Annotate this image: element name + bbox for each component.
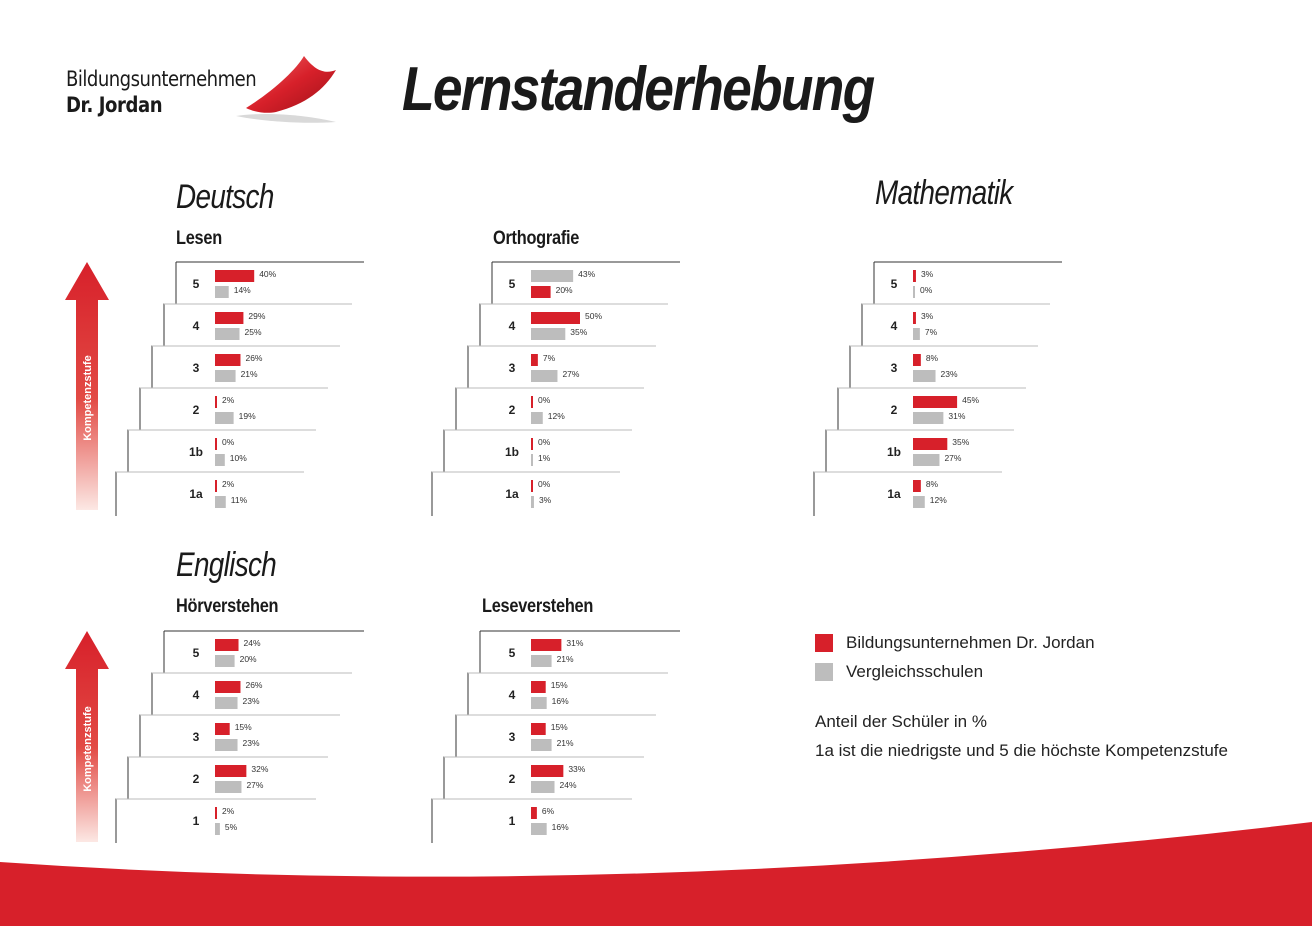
- chart-title-hoerverstehen: Hörverstehen: [176, 596, 279, 617]
- data-label: 7%: [542, 353, 556, 363]
- bar-primary: [913, 396, 957, 408]
- bar-comparison: [531, 454, 533, 466]
- bar-comparison: [913, 328, 920, 340]
- bar-comparison: [531, 823, 547, 835]
- data-label: 8%: [925, 353, 939, 363]
- bar-comparison: [215, 412, 234, 424]
- data-label: 20%: [239, 654, 257, 664]
- bar-primary: [215, 639, 239, 651]
- data-label: 15%: [234, 722, 252, 732]
- category-label: 1: [508, 814, 516, 828]
- bar-comparison: [531, 697, 547, 709]
- data-label: 0%: [538, 479, 551, 489]
- legend-label-primary: Bildungsunternehmen Dr. Jordan: [846, 632, 1095, 652]
- chart-title-lesen: Lesen: [176, 228, 222, 249]
- bar-comparison: [913, 370, 936, 382]
- stair-outline: [116, 631, 164, 843]
- data-label: 5%: [224, 822, 238, 832]
- data-label: 12%: [547, 411, 565, 421]
- data-label: 1%: [538, 453, 551, 463]
- axis-label-deutsch: Kompetenzstufe: [82, 355, 94, 441]
- category-label: 1: [192, 814, 200, 828]
- bar-comparison: [531, 781, 555, 793]
- data-label: 21%: [556, 738, 574, 748]
- data-label: 45%: [962, 395, 980, 405]
- bar-comparison: [531, 412, 543, 424]
- bar-primary: [531, 480, 533, 492]
- bar-primary: [215, 270, 254, 282]
- chart-title-orthografie: Orthografie: [493, 228, 580, 249]
- bar-comparison: [531, 370, 557, 382]
- data-label: 50%: [585, 311, 603, 321]
- bar-comparison: [531, 496, 534, 508]
- category-label: 4: [508, 688, 516, 702]
- logo-flag-icon: [232, 52, 338, 126]
- kompetenzstufe-arrow-englisch: [64, 631, 110, 842]
- bar-primary: [531, 396, 533, 408]
- data-label: 3%: [920, 269, 934, 279]
- category-label: 5: [508, 646, 516, 660]
- data-label: 21%: [240, 369, 258, 379]
- data-label: 27%: [944, 453, 962, 463]
- section-deutsch: Deutsch: [176, 178, 274, 216]
- legend: [815, 628, 1095, 686]
- category-label: 2: [508, 772, 516, 786]
- bar-comparison: [531, 739, 552, 751]
- note-share: Anteil der Schüler in %: [815, 712, 987, 731]
- chart-hoerverstehen: [110, 624, 370, 844]
- bar-comparison: [215, 655, 235, 667]
- bar-primary: [913, 270, 916, 282]
- bar-primary: [215, 438, 217, 450]
- category-label: 5: [508, 277, 516, 291]
- bar-primary: [215, 681, 240, 693]
- kompetenzstufe-arrow-deutsch: [64, 262, 110, 510]
- bar-primary: [913, 480, 921, 492]
- bar-primary: [531, 723, 546, 735]
- logo-line1: Bildungsunternehmen: [66, 67, 257, 91]
- bar-comparison: [913, 496, 925, 508]
- data-label: 33%: [568, 764, 586, 774]
- data-label: 20%: [555, 285, 573, 295]
- stair-outline: [116, 262, 176, 516]
- category-label: 2: [192, 403, 200, 417]
- chart-leseverstehen: [426, 624, 686, 844]
- bar-primary: [215, 480, 217, 492]
- data-label: 0%: [538, 395, 551, 405]
- note-scale: 1a ist die niedrigste und 5 die höchste Kompetenzstufe: [815, 741, 1228, 760]
- category-label: 3: [508, 361, 516, 375]
- data-label: 3%: [920, 311, 934, 321]
- bar-primary: [531, 681, 546, 693]
- legend-swatch-red: [815, 634, 833, 652]
- category-label: 5: [890, 277, 898, 291]
- chart-orthografie: [426, 255, 686, 515]
- data-label: 31%: [566, 638, 584, 648]
- data-label: 31%: [948, 411, 966, 421]
- data-label: 11%: [230, 495, 248, 505]
- legend-item-primary: [815, 628, 1095, 657]
- bar-primary: [531, 765, 563, 777]
- data-label: 15%: [550, 722, 568, 732]
- bar-primary: [215, 723, 230, 735]
- category-label: 1a: [189, 487, 203, 501]
- bar-comparison: [215, 739, 238, 751]
- data-label: 2%: [222, 806, 235, 816]
- bar-comparison: [913, 454, 939, 466]
- axis-label-englisch: Kompetenzstufe: [82, 706, 94, 792]
- data-label: 29%: [248, 311, 266, 321]
- stair-outline: [432, 631, 480, 843]
- legend-item-comparison: [815, 657, 1095, 686]
- category-label: 1a: [887, 487, 901, 501]
- bar-comparison: [215, 454, 225, 466]
- stair-outline: [814, 262, 874, 516]
- section-englisch: Englisch: [176, 546, 277, 584]
- category-label: 5: [192, 277, 200, 291]
- bar-comparison: [531, 655, 552, 667]
- bar-comparison: [913, 286, 915, 298]
- bar-comparison: [215, 370, 236, 382]
- bar-primary: [913, 312, 916, 324]
- page-title: Lernstanderhebung: [402, 55, 874, 124]
- bar-primary: [215, 312, 243, 324]
- bar-primary: [531, 312, 580, 324]
- category-label: 3: [508, 730, 516, 744]
- data-label: 16%: [551, 822, 569, 832]
- category-label: 1b: [188, 445, 204, 459]
- bar-primary: [215, 354, 240, 366]
- data-label: 24%: [559, 780, 577, 790]
- data-label: 26%: [245, 680, 263, 690]
- bar-comparison: [531, 270, 573, 282]
- bar-comparison: [215, 286, 229, 298]
- category-label: 4: [192, 319, 200, 333]
- bar-comparison: [215, 496, 226, 508]
- chart-title-leseverstehen: Leseverstehen: [482, 596, 594, 617]
- bar-primary: [531, 286, 551, 298]
- data-label: 8%: [925, 479, 939, 489]
- category-label: 1b: [886, 445, 902, 459]
- data-label: 43%: [578, 269, 596, 279]
- data-label: 19%: [238, 411, 256, 421]
- data-label: 3%: [538, 495, 552, 505]
- bar-primary: [215, 396, 217, 408]
- data-label: 23%: [242, 738, 260, 748]
- data-label: 0%: [538, 437, 551, 447]
- data-label: 25%: [244, 327, 262, 337]
- category-label: 4: [192, 688, 200, 702]
- data-label: 0%: [920, 285, 933, 295]
- category-label: 2: [192, 772, 200, 786]
- logo-line2: Dr. Jordan: [66, 93, 163, 117]
- bar-comparison: [215, 781, 241, 793]
- bar-comparison: [215, 823, 220, 835]
- data-label: 0%: [222, 437, 235, 447]
- bar-primary: [531, 354, 538, 366]
- bar-comparison: [215, 697, 238, 709]
- data-label: 32%: [251, 764, 269, 774]
- data-label: 6%: [541, 806, 555, 816]
- category-label: 2: [508, 403, 516, 417]
- bar-primary: [531, 807, 537, 819]
- data-label: 27%: [562, 369, 580, 379]
- bar-primary: [215, 807, 217, 819]
- category-label: 3: [192, 730, 200, 744]
- chart-lesen: [110, 255, 370, 515]
- category-label: 1a: [505, 487, 519, 501]
- bar-primary: [913, 354, 921, 366]
- data-label: 35%: [570, 327, 588, 337]
- bar-primary: [913, 438, 947, 450]
- stair-outline: [432, 262, 492, 516]
- category-label: 2: [890, 403, 898, 417]
- category-label: 4: [508, 319, 516, 333]
- data-label: 16%: [551, 696, 569, 706]
- bar-comparison: [531, 328, 565, 340]
- category-label: 5: [192, 646, 200, 660]
- data-label: 14%: [233, 285, 251, 295]
- data-label: 40%: [259, 269, 277, 279]
- category-label: 1b: [504, 445, 520, 459]
- data-label: 15%: [550, 680, 568, 690]
- data-label: 7%: [924, 327, 938, 337]
- data-label: 21%: [556, 654, 574, 664]
- section-mathematik: Mathematik: [875, 174, 1013, 212]
- category-label: 3: [890, 361, 898, 375]
- bar-primary: [215, 765, 246, 777]
- bar-comparison: [215, 328, 240, 340]
- data-label: 23%: [940, 369, 958, 379]
- legend-swatch-grey: [815, 663, 833, 681]
- chart-mathematik: [808, 255, 1068, 515]
- data-label: 2%: [222, 479, 235, 489]
- data-label: 10%: [229, 453, 247, 463]
- data-label: 24%: [243, 638, 261, 648]
- data-label: 2%: [222, 395, 235, 405]
- data-label: 35%: [952, 437, 970, 447]
- bar-primary: [531, 639, 561, 651]
- data-label: 27%: [246, 780, 264, 790]
- data-label: 26%: [245, 353, 263, 363]
- category-label: 4: [890, 319, 898, 333]
- data-label: 23%: [242, 696, 260, 706]
- bar-primary: [531, 438, 533, 450]
- legend-label-comparison: Vergleichsschulen: [846, 661, 984, 681]
- data-label: 12%: [929, 495, 947, 505]
- category-label: 3: [192, 361, 200, 375]
- bar-comparison: [913, 412, 943, 424]
